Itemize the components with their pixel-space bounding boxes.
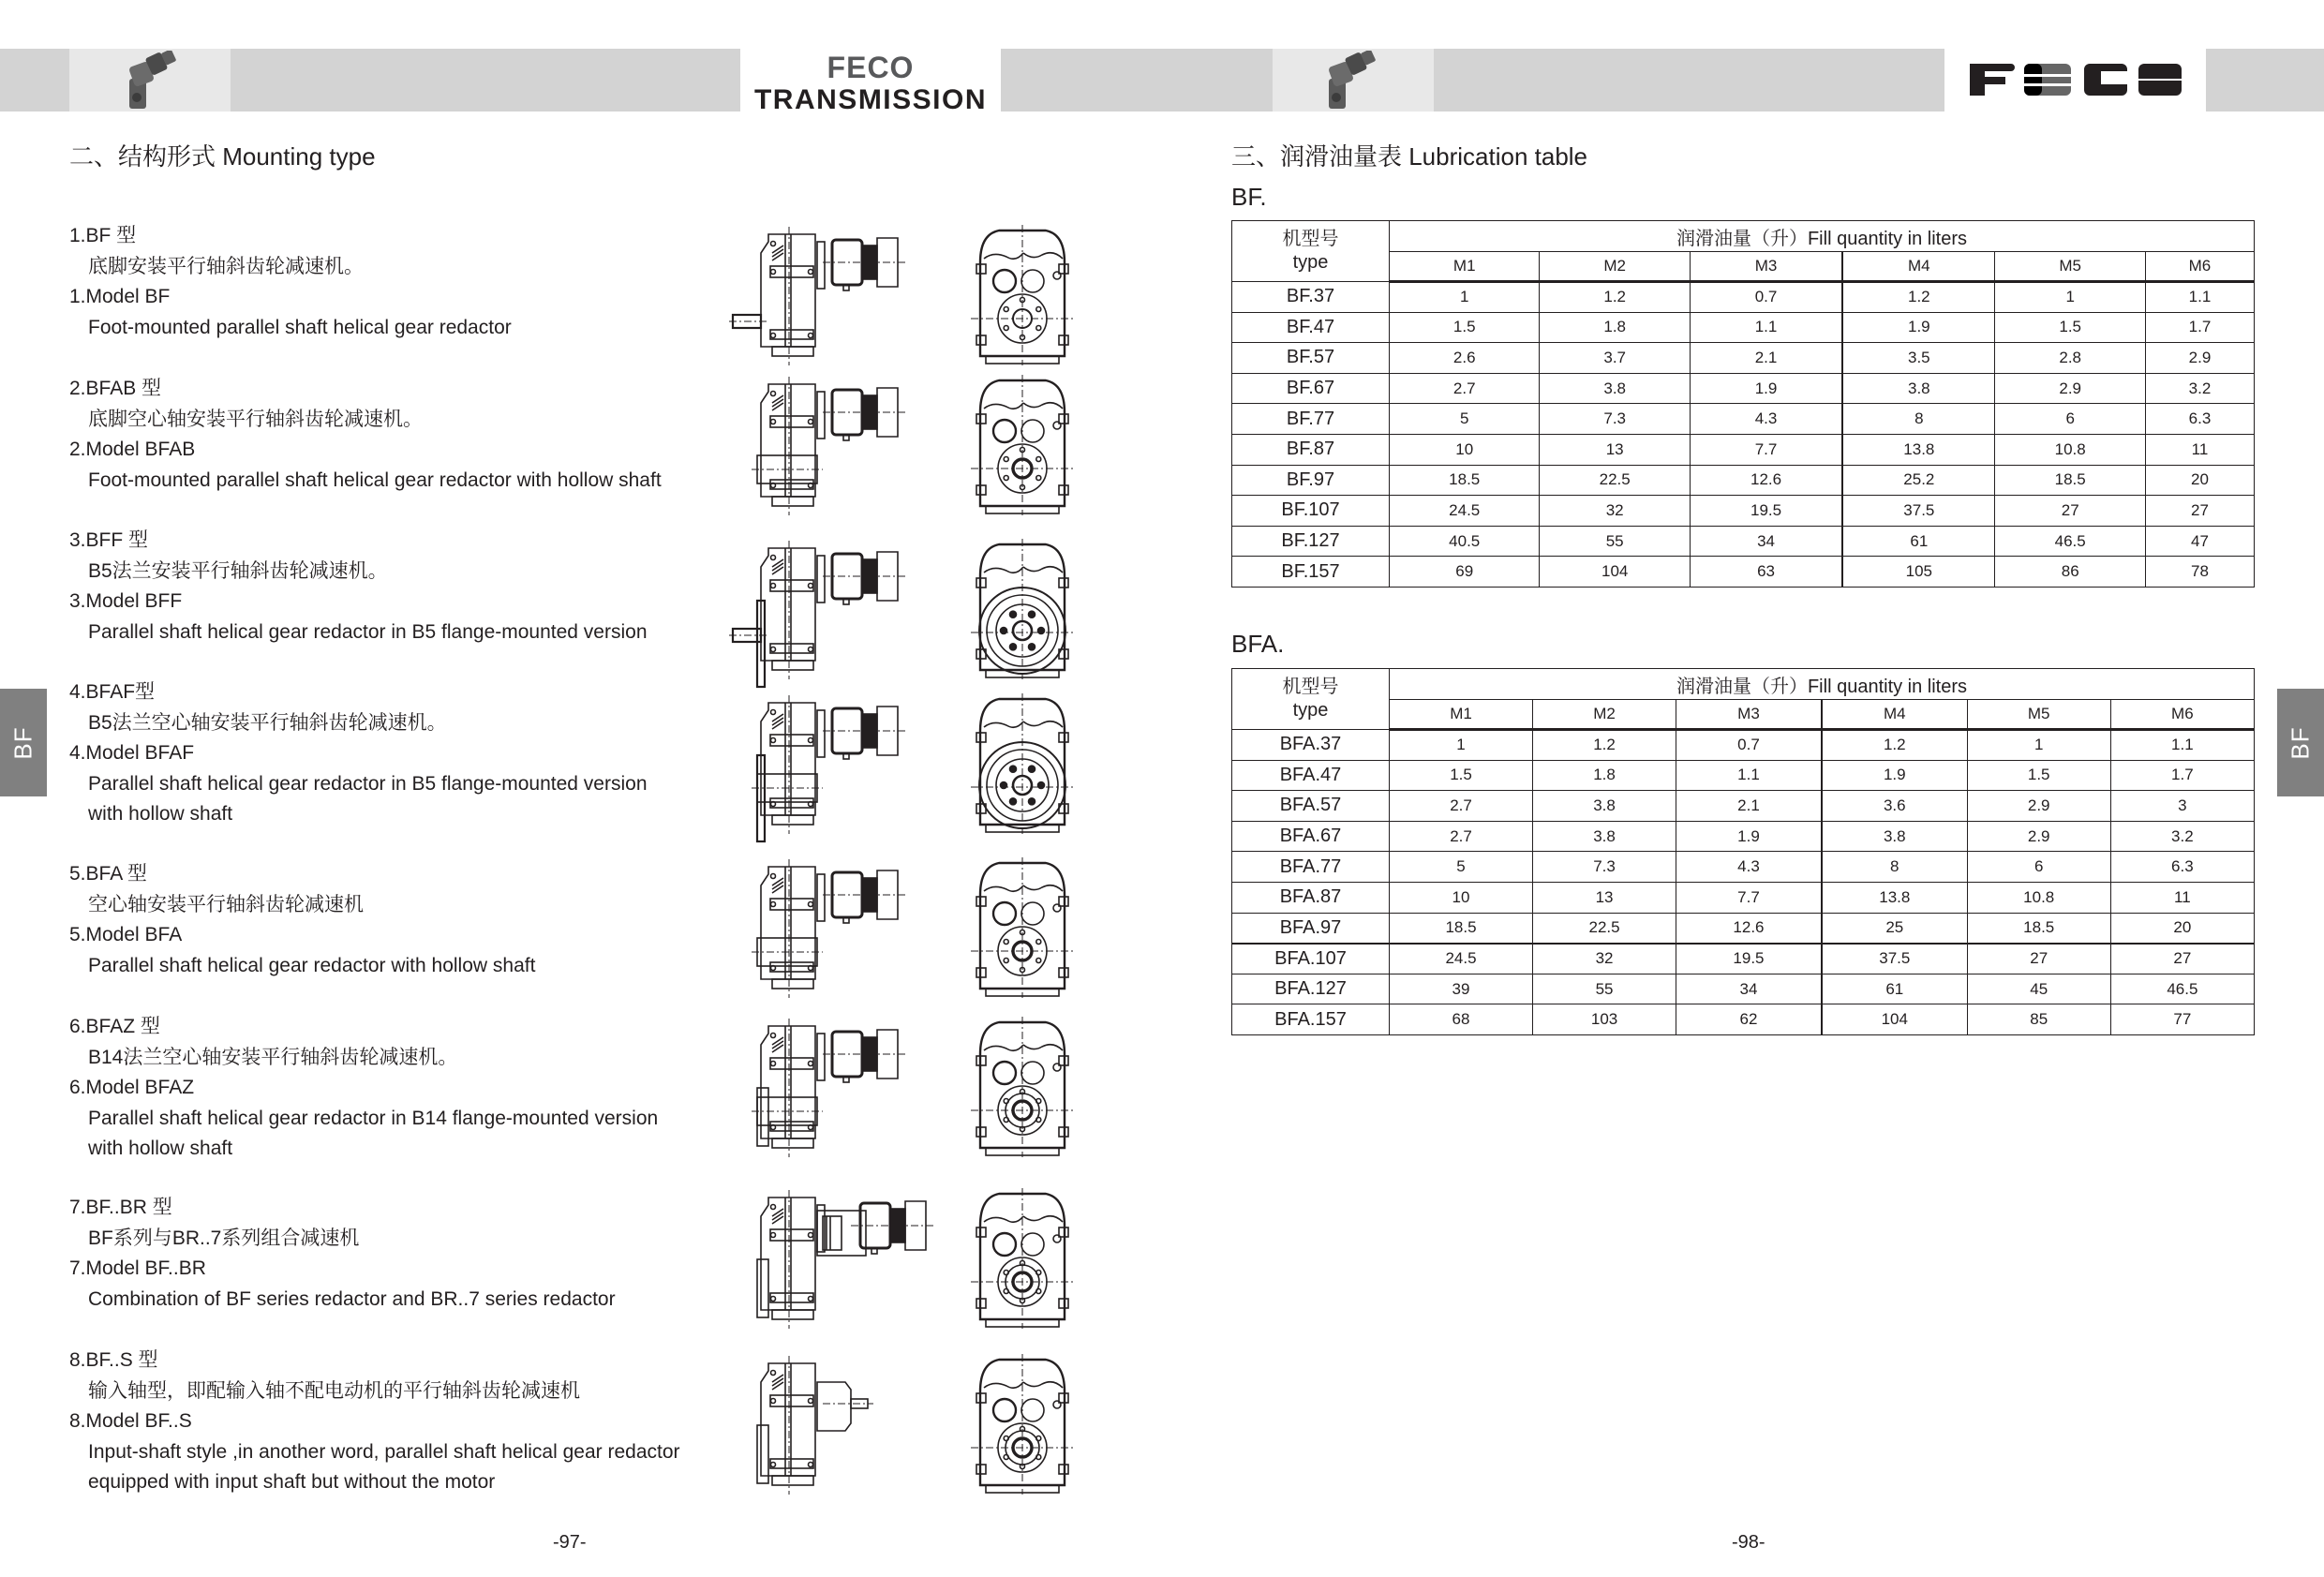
fill-quantity-header: 润滑油量（升）Fill quantity in liters	[1390, 221, 2255, 252]
column-header-m2: M2	[1533, 700, 1676, 730]
fill-quantity-cell: 63	[1690, 557, 1842, 588]
lubrication-table-bf	[1231, 220, 2255, 588]
fill-quantity-cell: 3	[2110, 791, 2254, 822]
column-header-m6: M6	[2110, 700, 2254, 730]
item-en-title: 8.Model BF..S	[69, 1410, 192, 1432]
item-cn-title: 7.BF..BR 型	[69, 1197, 172, 1218]
fill-quantity-cell: 6.3	[2145, 404, 2254, 435]
fill-quantity-cell: 61	[1842, 526, 1995, 557]
feco-logo	[1968, 60, 2183, 102]
table-label-bf: BF.	[1231, 183, 1267, 211]
mounting-type-item	[69, 1012, 725, 1165]
item-en-description: Combination of BF series redactor and BR..7 series redactor	[88, 1287, 616, 1310]
side-tab-right-label: BF	[2286, 725, 2315, 760]
column-header-m1: M1	[1390, 700, 1533, 730]
foot-mounted-hollow-shaft-front-view-drawing	[971, 375, 1076, 517]
foot-mounted-solid-shaft-side-view-drawing	[729, 225, 935, 375]
fill-quantity-cell: 10.8	[1995, 434, 2145, 465]
fill-quantity-cell: 104	[1822, 1004, 1967, 1035]
fill-quantity-cell: 34	[1690, 526, 1842, 557]
fill-quantity-cell: 18.5	[1967, 913, 2110, 944]
item-cn-title: 3.BFF 型	[69, 529, 149, 551]
fill-quantity-cell: 1.9	[1842, 312, 1995, 343]
side-tab-right	[2277, 689, 2324, 796]
combination-br-front-view-drawing	[971, 1188, 1076, 1331]
item-en-title: 7.Model BF..BR	[69, 1257, 206, 1279]
table-row	[1232, 343, 2255, 374]
fill-quantity-cell: 2.7	[1390, 373, 1540, 404]
fill-quantity-cell: 10	[1390, 434, 1540, 465]
fill-quantity-cell: 11	[2145, 434, 2254, 465]
row-type: BFA.87	[1232, 882, 1390, 913]
item-en-title: 1.Model BF	[69, 286, 171, 307]
fill-quantity-cell: 19.5	[1676, 944, 1822, 974]
fill-quantity-cell: 3.2	[2110, 821, 2254, 852]
foot-mounted-solid-shaft-front-view-drawing	[971, 225, 1076, 367]
column-header-m3: M3	[1676, 700, 1822, 730]
fill-quantity-cell: 6	[1967, 852, 2110, 883]
fill-quantity-cell: 105	[1842, 557, 1995, 588]
fill-quantity-cell: 6.3	[2110, 852, 2254, 883]
b5-flange-hollow-shaft-side-view-drawing	[729, 693, 935, 843]
fill-quantity-cell: 20	[2145, 465, 2254, 496]
fill-quantity-cell: 69	[1390, 557, 1540, 588]
table-row	[1232, 791, 2255, 822]
fill-quantity-cell: 13	[1533, 882, 1676, 913]
fill-quantity-cell: 2.1	[1676, 791, 1822, 822]
table-row	[1232, 730, 2255, 761]
b14-flange-hollow-shaft-side-view-drawing	[729, 1017, 935, 1167]
row-type: BFA.37	[1232, 730, 1390, 761]
table-row	[1232, 557, 2255, 588]
row-type: BF.157	[1232, 557, 1390, 588]
header-bar-left-edge	[0, 49, 69, 112]
item-cn-title: 2.BFAB 型	[69, 378, 162, 399]
fill-quantity-cell: 1.5	[1390, 312, 1540, 343]
fill-quantity-cell: 2.9	[1967, 821, 2110, 852]
fill-quantity-cell: 7.3	[1540, 404, 1690, 435]
fill-quantity-cell: 39	[1390, 974, 1533, 1004]
fill-quantity-cell: 18.5	[1995, 465, 2145, 496]
fill-quantity-cell: 1.7	[2145, 312, 2254, 343]
table-row	[1232, 496, 2255, 527]
mounting-type-item	[69, 221, 725, 343]
fill-quantity-cell: 32	[1533, 944, 1676, 974]
fill-quantity-cell: 13.8	[1822, 882, 1967, 913]
item-en-description: Input-shaft style ,in another word, parallel shaft helical gear redactor	[88, 1440, 680, 1463]
row-type: BFA.97	[1232, 913, 1390, 944]
fill-quantity-cell: 1.5	[1967, 760, 2110, 791]
fill-quantity-cell: 13.8	[1842, 434, 1995, 465]
row-type: BF.77	[1232, 404, 1390, 435]
item-cn-title: 6.BFAZ 型	[69, 1016, 160, 1037]
fill-quantity-cell: 12.6	[1676, 913, 1822, 944]
fill-quantity-cell: 2.7	[1390, 821, 1533, 852]
fill-quantity-cell: 8	[1842, 404, 1995, 435]
type-header	[1232, 221, 1390, 282]
input-shaft-front-view-drawing	[971, 1354, 1076, 1496]
fill-quantity-cell: 18.5	[1390, 913, 1533, 944]
fill-quantity-cell: 1.9	[1822, 760, 1967, 791]
fill-quantity-cell: 1.9	[1676, 821, 1822, 852]
item-cn-title: 4.BFAF型	[69, 681, 156, 703]
row-type: BF.107	[1232, 496, 1390, 527]
column-header-m4: M4	[1822, 700, 1967, 730]
fill-quantity-cell: 4.3	[1690, 404, 1842, 435]
mounting-type-item	[69, 526, 725, 647]
item-cn-description: B5法兰安装平行轴斜齿轮减速机。	[88, 559, 388, 582]
fill-quantity-cell: 1.1	[2110, 730, 2254, 761]
fill-quantity-cell: 27	[2110, 944, 2254, 974]
fill-quantity-cell: 27	[2145, 496, 2254, 527]
item-en-title: 4.Model BFAF	[69, 742, 195, 764]
fill-quantity-cell: 25	[1822, 913, 1967, 944]
fill-quantity-cell: 47	[2145, 526, 2254, 557]
fill-quantity-cell: 19.5	[1690, 496, 1842, 527]
fill-quantity-cell: 20	[2110, 913, 2254, 944]
item-cn-description: BF系列与BR..7系列组合减速机	[88, 1227, 360, 1249]
fill-quantity-cell: 0.7	[1690, 282, 1842, 313]
foot-mounted-hollow-shaft-side-view-drawing	[729, 375, 935, 525]
item-cn-description: 底脚安装平行轴斜齿轮减速机。	[88, 255, 364, 277]
fill-quantity-cell: 1	[1967, 730, 2110, 761]
item-cn-description: B14法兰空心轴安装平行轴斜齿轮减速机。	[88, 1046, 458, 1068]
fill-quantity-cell: 3.8	[1533, 791, 1676, 822]
item-en-description: Parallel shaft helical gear redactor in B5 flange-mounted version	[88, 772, 648, 795]
fill-quantity-cell: 7.3	[1533, 852, 1676, 883]
row-type: BF.87	[1232, 434, 1390, 465]
fill-quantity-cell: 1.1	[1676, 760, 1822, 791]
hollow-shaft-side-view-drawing	[729, 857, 935, 1007]
fill-quantity-cell: 2.9	[1967, 791, 2110, 822]
fill-quantity-cell: 62	[1676, 1004, 1822, 1035]
item-cn-description: 空心轴安装平行轴斜齿轮减速机	[88, 893, 364, 915]
fill-quantity-cell: 1.8	[1533, 760, 1676, 791]
item-cn-title: 1.BF 型	[69, 225, 137, 246]
fill-quantity-cell: 27	[1967, 944, 2110, 974]
fill-quantity-cell: 2.7	[1390, 791, 1533, 822]
table-row	[1232, 974, 2255, 1004]
fill-quantity-cell: 104	[1540, 557, 1690, 588]
type-header	[1232, 669, 1390, 730]
fill-quantity-cell: 4.3	[1676, 852, 1822, 883]
item-en-title: 5.Model BFA	[69, 924, 183, 945]
table-row	[1232, 913, 2255, 944]
item-en-description: Parallel shaft helical gear redactor in B5 flange-mounted version	[88, 620, 648, 643]
table-row	[1232, 312, 2255, 343]
fill-quantity-cell: 77	[2110, 1004, 2254, 1035]
b5-flange-solid-shaft-front-view-drawing	[971, 539, 1076, 681]
page-number-left: -97-	[553, 1532, 587, 1553]
item-en-description: with hollow shaft	[88, 1138, 233, 1159]
header-bar-left	[231, 49, 740, 112]
item-en-description: Parallel shaft helical gear redactor in B14 flange-mounted version	[88, 1107, 659, 1129]
fill-quantity-cell: 3.6	[1822, 791, 1967, 822]
fill-quantity-cell: 2.9	[1995, 373, 2145, 404]
fill-quantity-cell: 45	[1967, 974, 2110, 1004]
page-number-right: -98-	[1732, 1532, 1765, 1553]
fill-quantity-cell: 10.8	[1967, 882, 2110, 913]
item-en-description: equipped with input shaft but without the motor	[88, 1471, 496, 1493]
row-type: BF.37	[1232, 282, 1390, 313]
table-row	[1232, 404, 2255, 435]
fill-quantity-cell: 46.5	[2110, 974, 2254, 1004]
fill-quantity-header: 润滑油量（升）Fill quantity in liters	[1390, 669, 2255, 700]
row-type: BFA.47	[1232, 760, 1390, 791]
fill-quantity-cell: 1.7	[2110, 760, 2254, 791]
item-cn-description: 输入轴型，即配输入轴不配电动机的平行轴斜齿轮减速机	[88, 1379, 580, 1402]
gear-motor-photo-icon	[116, 51, 184, 111]
feco-logo-icon	[1968, 60, 2183, 97]
fill-quantity-cell: 3.2	[2145, 373, 2254, 404]
fill-quantity-cell: 3.5	[1842, 343, 1995, 374]
fill-quantity-cell: 10	[1390, 882, 1533, 913]
header-bar-center-left	[1001, 49, 1273, 112]
fill-quantity-cell: 1.8	[1540, 312, 1690, 343]
fill-quantity-cell: 7.7	[1676, 882, 1822, 913]
table-row	[1232, 373, 2255, 404]
fill-quantity-cell: 78	[2145, 557, 2254, 588]
fill-quantity-cell: 1.2	[1822, 730, 1967, 761]
brand-line-2: TRANSMISSION	[753, 84, 987, 115]
table-row	[1232, 760, 2255, 791]
mounting-type-item	[69, 1346, 725, 1498]
fill-quantity-cell: 2.9	[2145, 343, 2254, 374]
table-row	[1232, 526, 2255, 557]
fill-quantity-cell: 1.1	[1690, 312, 1842, 343]
column-header-m3: M3	[1690, 252, 1842, 282]
item-en-description: with hollow shaft	[88, 803, 233, 825]
fill-quantity-cell: 12.6	[1690, 465, 1842, 496]
fill-quantity-cell: 1	[1390, 730, 1533, 761]
fill-quantity-cell: 1.2	[1533, 730, 1676, 761]
item-en-description: Foot-mounted parallel shaft helical gear redactor with hollow shaft	[88, 469, 662, 491]
fill-quantity-cell: 37.5	[1822, 944, 1967, 974]
item-en-title: 2.Model BFAB	[69, 439, 196, 460]
fill-quantity-cell: 24.5	[1390, 496, 1540, 527]
fill-quantity-cell: 22.5	[1540, 465, 1690, 496]
fill-quantity-cell: 3.8	[1842, 373, 1995, 404]
brand-feco-transmission	[740, 52, 1001, 114]
fill-quantity-cell: 18.5	[1390, 465, 1540, 496]
mounting-type-item	[69, 1193, 725, 1315]
fill-quantity-cell: 3.8	[1533, 821, 1676, 852]
lubrication-table-title: 三、润滑油量表 Lubrication table	[1231, 142, 1588, 171]
fill-quantity-cell: 1.1	[2145, 282, 2254, 313]
b5-flange-solid-shaft-side-view-drawing	[729, 539, 935, 689]
fill-quantity-cell: 11	[2110, 882, 2254, 913]
type-header-cn: 机型号	[1282, 229, 1339, 249]
header-photo-left	[69, 49, 231, 112]
fill-quantity-cell: 61	[1822, 974, 1967, 1004]
row-type: BFA.67	[1232, 821, 1390, 852]
fill-quantity-cell: 5	[1390, 404, 1540, 435]
hollow-shaft-front-view-drawing	[971, 857, 1076, 1000]
item-cn-description: 底脚空心轴安装平行轴斜齿轮减速机。	[88, 408, 423, 430]
fill-quantity-cell: 1	[1390, 282, 1540, 313]
fill-quantity-cell: 1.5	[1995, 312, 2145, 343]
row-type: BF.47	[1232, 312, 1390, 343]
mounting-type-item	[69, 374, 725, 496]
row-type: BF.57	[1232, 343, 1390, 374]
fill-quantity-cell: 27	[1995, 496, 2145, 527]
lubrication-table-bfa	[1231, 668, 2255, 1035]
item-en-title: 6.Model BFAZ	[69, 1077, 195, 1098]
b5-flange-hollow-shaft-front-view-drawing	[971, 693, 1076, 836]
fill-quantity-cell: 103	[1533, 1004, 1676, 1035]
fill-quantity-cell: 5	[1390, 852, 1533, 883]
table-row	[1232, 882, 2255, 913]
fill-quantity-cell: 3.7	[1540, 343, 1690, 374]
type-header-cn: 机型号	[1282, 677, 1339, 697]
row-type: BF.97	[1232, 465, 1390, 496]
item-en-title: 3.Model BFF	[69, 590, 183, 612]
header-photo-right	[1273, 49, 1434, 112]
side-tab-left-label: BF	[8, 725, 37, 760]
fill-quantity-cell: 24.5	[1390, 944, 1533, 974]
row-type: BFA.127	[1232, 974, 1390, 1004]
row-type: BFA.107	[1232, 944, 1390, 974]
mounting-type-title: 二、结构形式 Mounting type	[69, 142, 376, 171]
table-row	[1232, 852, 2255, 883]
fill-quantity-cell: 85	[1967, 1004, 2110, 1035]
fill-quantity-cell: 1.5	[1390, 760, 1533, 791]
fill-quantity-cell: 1.2	[1842, 282, 1995, 313]
row-type: BFA.157	[1232, 1004, 1390, 1035]
type-header-en: type	[1292, 252, 1329, 273]
column-header-m5: M5	[1995, 252, 2145, 282]
fill-quantity-cell: 1.2	[1540, 282, 1690, 313]
mounting-type-item	[69, 677, 725, 830]
item-en-description: Parallel shaft helical gear redactor with hollow shaft	[88, 954, 536, 976]
column-header-m6: M6	[2145, 252, 2254, 282]
brand-line-1: FECO	[827, 51, 915, 84]
mounting-type-item	[69, 859, 725, 981]
column-header-m5: M5	[1967, 700, 2110, 730]
fill-quantity-cell: 37.5	[1842, 496, 1995, 527]
row-type: BFA.57	[1232, 791, 1390, 822]
fill-quantity-cell: 46.5	[1995, 526, 2145, 557]
column-header-m2: M2	[1540, 252, 1690, 282]
fill-quantity-cell: 32	[1540, 496, 1690, 527]
fill-quantity-cell: 1	[1995, 282, 2145, 313]
fill-quantity-cell: 55	[1533, 974, 1676, 1004]
item-cn-title: 5.BFA 型	[69, 863, 147, 885]
table-row	[1232, 944, 2255, 974]
fill-quantity-cell: 55	[1540, 526, 1690, 557]
input-shaft-side-view-drawing	[729, 1354, 935, 1504]
item-cn-description: B5法兰空心轴安装平行轴斜齿轮减速机。	[88, 711, 447, 734]
header-bar-right	[1434, 49, 1944, 112]
fill-quantity-cell: 3.8	[1540, 373, 1690, 404]
fill-quantity-cell: 6	[1995, 404, 2145, 435]
header-bar-right-edge	[2206, 49, 2324, 112]
fill-quantity-cell: 40.5	[1390, 526, 1540, 557]
fill-quantity-cell: 13	[1540, 434, 1690, 465]
fill-quantity-cell: 22.5	[1533, 913, 1676, 944]
item-en-description: Foot-mounted parallel shaft helical gear redactor	[88, 316, 512, 338]
side-tab-left	[0, 689, 47, 796]
fill-quantity-cell: 2.6	[1390, 343, 1540, 374]
fill-quantity-cell: 8	[1822, 852, 1967, 883]
column-header-m4: M4	[1842, 252, 1995, 282]
table-row	[1232, 1004, 2255, 1035]
type-header-en: type	[1292, 700, 1329, 721]
row-type: BF.67	[1232, 373, 1390, 404]
fill-quantity-cell: 34	[1676, 974, 1822, 1004]
column-header-m1: M1	[1390, 252, 1540, 282]
fill-quantity-cell: 7.7	[1690, 434, 1842, 465]
table-row	[1232, 821, 2255, 852]
fill-quantity-cell: 0.7	[1676, 730, 1822, 761]
item-cn-title: 8.BF..S 型	[69, 1349, 158, 1371]
row-type: BFA.77	[1232, 852, 1390, 883]
fill-quantity-cell: 2.1	[1690, 343, 1842, 374]
gear-motor-photo-icon	[1316, 51, 1383, 111]
fill-quantity-cell: 3.8	[1822, 821, 1967, 852]
fill-quantity-cell: 25.2	[1842, 465, 1995, 496]
fill-quantity-cell: 86	[1995, 557, 2145, 588]
fill-quantity-cell: 1.9	[1690, 373, 1842, 404]
fill-quantity-cell: 68	[1390, 1004, 1533, 1035]
row-type: BF.127	[1232, 526, 1390, 557]
table-label-bfa: BFA.	[1231, 630, 1285, 658]
table-row	[1232, 465, 2255, 496]
table-row	[1232, 282, 2255, 313]
combination-br-side-view-drawing	[729, 1188, 935, 1338]
fill-quantity-cell: 2.8	[1995, 343, 2145, 374]
b14-flange-hollow-shaft-front-view-drawing	[971, 1017, 1076, 1159]
table-row	[1232, 434, 2255, 465]
